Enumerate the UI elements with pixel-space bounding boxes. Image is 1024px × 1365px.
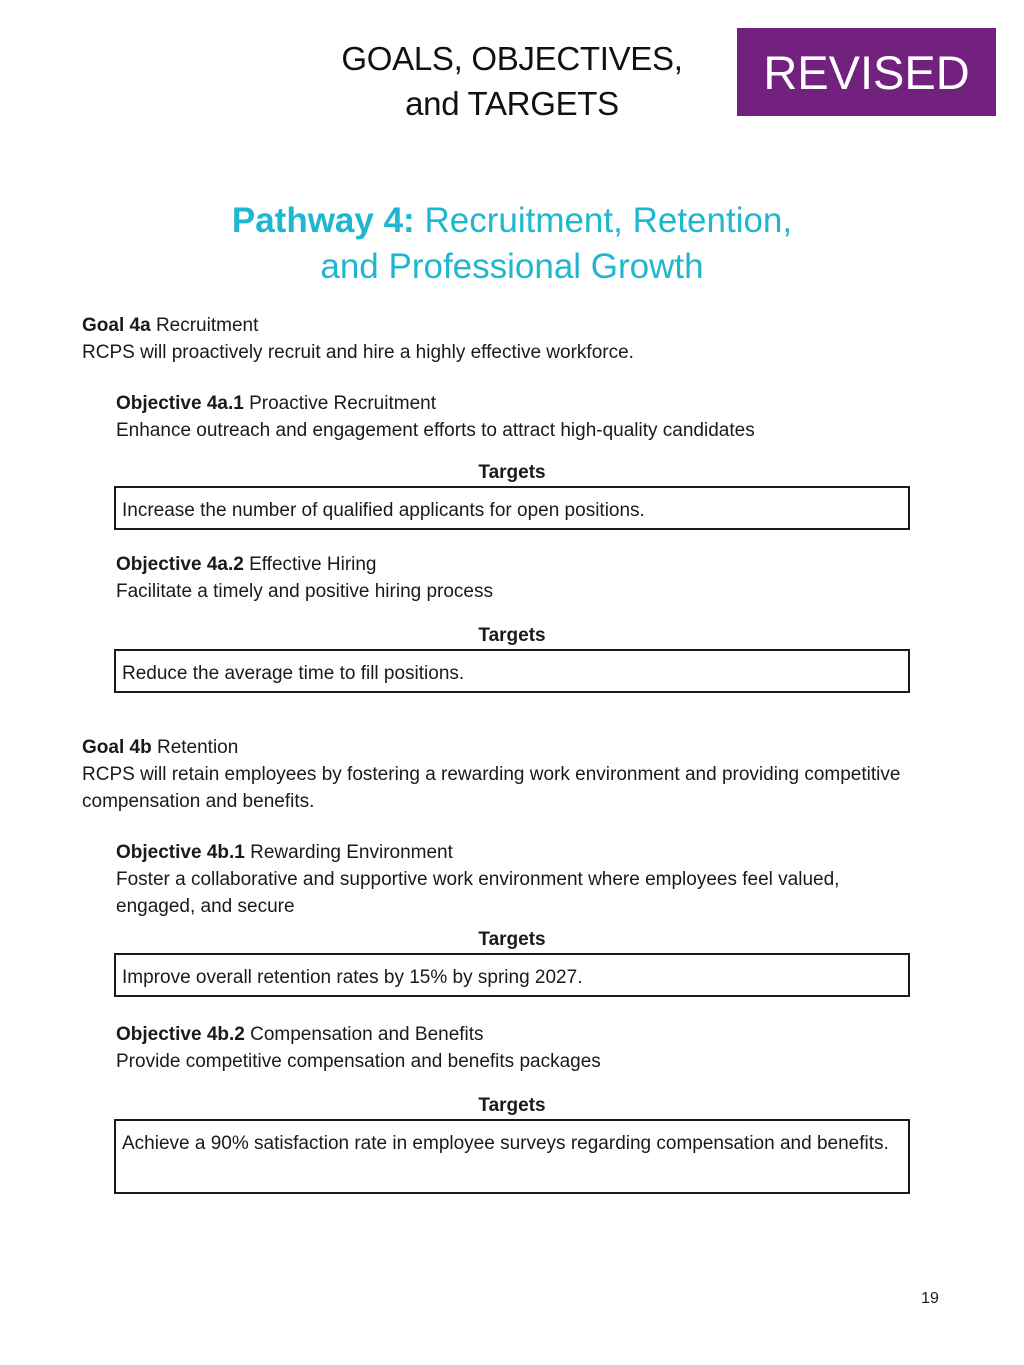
objective-4a-1 — [116, 390, 906, 444]
goal-4a — [82, 312, 932, 366]
target-box: Improve overall retention rates by 15% by spring 2027. — [114, 953, 910, 997]
objective-code: Objective 4a.1 — [116, 393, 244, 414]
goal-heading — [82, 734, 932, 761]
targets-label: Targets — [478, 625, 546, 646]
objective-code: Objective 4b.1 — [116, 842, 245, 863]
target-box: Reduce the average time to fill positions. — [114, 649, 910, 693]
targets-label: Targets — [478, 462, 546, 483]
objective-name: Effective Hiring — [249, 554, 377, 575]
objective-heading — [116, 1021, 906, 1048]
objective-4b-2 — [116, 1021, 906, 1075]
targets-label: Targets — [478, 929, 546, 950]
pathway-title-line-1 — [160, 198, 864, 244]
objective-heading — [116, 390, 906, 417]
objective-code: Objective 4a.2 — [116, 554, 244, 575]
goal-name: Recruitment — [155, 315, 259, 336]
document-title — [262, 36, 762, 126]
goal-description: RCPS will retain employees by fostering a rewarding work environment and providing competitive compensation and benefits. — [82, 764, 901, 812]
objective-code: Objective 4b.2 — [116, 1024, 245, 1045]
goal-4b — [82, 734, 932, 815]
objective-heading — [116, 551, 906, 578]
goal-description: RCPS will proactively recruit and hire a highly effective workforce. — [82, 342, 634, 363]
goal-code: Goal 4b — [82, 737, 152, 758]
objective-4b-1 — [116, 839, 906, 920]
objective-name: Compensation and Benefits — [250, 1024, 484, 1045]
target-box: Achieve a 90% satisfaction rate in employee surveys regarding compensation and benefits. — [114, 1119, 910, 1194]
revised-badge: REVISED — [737, 28, 996, 116]
objective-description: Facilitate a timely and positive hiring process — [116, 581, 494, 602]
objective-name: Proactive Recruitment — [249, 393, 436, 414]
targets-label: Targets — [478, 1095, 546, 1116]
document-title-line-2: and TARGETS — [405, 85, 619, 122]
objective-name: Rewarding Environment — [250, 842, 453, 863]
objective-heading — [116, 839, 906, 866]
page-number: 19 — [921, 1290, 939, 1307]
goal-name: Retention — [156, 737, 239, 758]
target-box: Increase the number of qualified applicants for open positions. — [114, 486, 910, 530]
pathway-name-part-2: and Professional Growth — [320, 247, 704, 286]
objective-description: Foster a collaborative and supportive work environment where employees feel valued, engaged, and secure — [116, 869, 840, 917]
goal-code: Goal 4a — [82, 315, 151, 336]
objective-description: Provide competitive compensation and benefits packages — [116, 1051, 601, 1072]
goal-heading — [82, 312, 932, 339]
document-title-line-1: GOALS, OBJECTIVES, — [341, 40, 683, 77]
objective-description: Enhance outreach and engagement efforts to attract high-quality candidates — [116, 420, 755, 441]
pathway-name-part-1: Recruitment, Retention, — [424, 201, 793, 240]
pathway-title — [160, 198, 864, 290]
pathway-label: Pathway 4: — [231, 201, 415, 240]
objective-4a-2 — [116, 551, 906, 605]
